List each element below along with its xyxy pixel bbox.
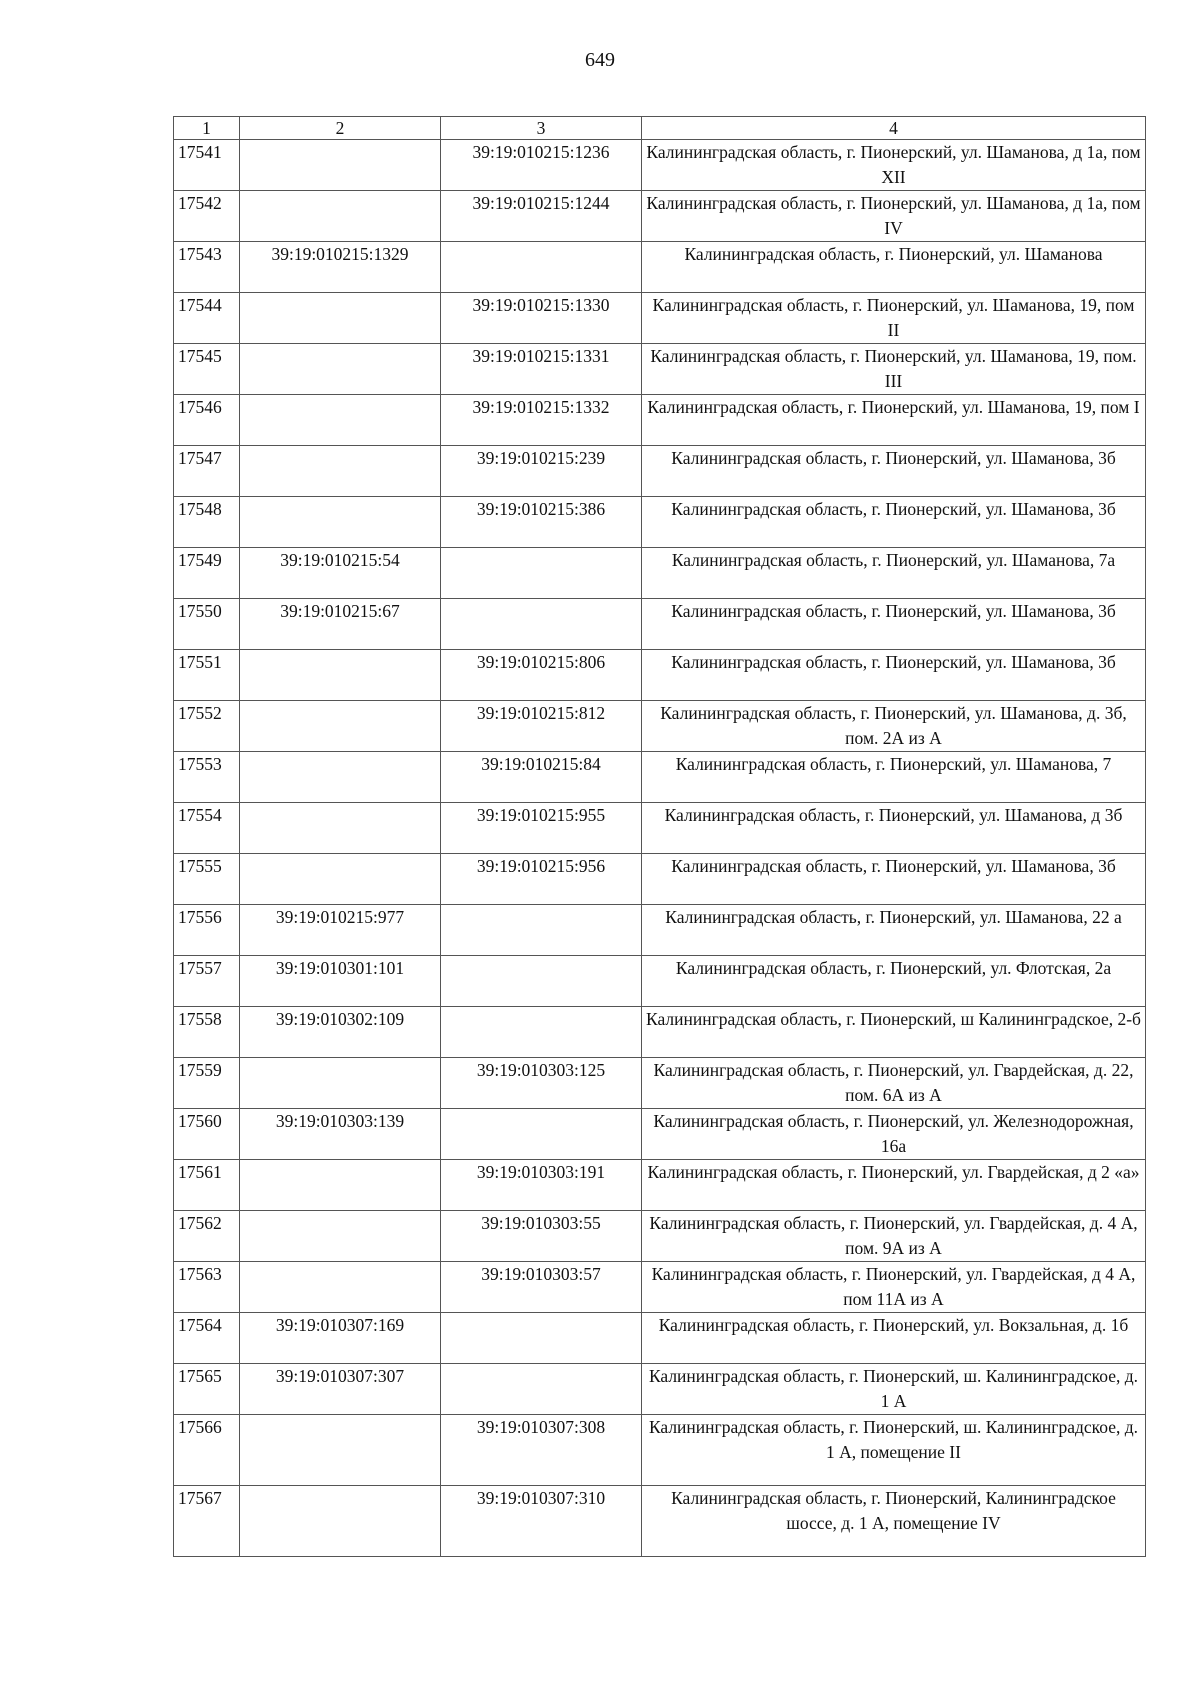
row-number-cell: 17567 <box>174 1486 240 1557</box>
row-number-cell: 17562 <box>174 1211 240 1262</box>
object-cadastral-number-cell <box>441 1313 642 1364</box>
row-number-cell: 17556 <box>174 905 240 956</box>
object-cadastral-number-cell: 39:19:010215:1330 <box>441 293 642 344</box>
cadastral-number-cell <box>240 191 441 242</box>
table-row <box>174 599 1146 650</box>
table-row <box>174 803 1146 854</box>
object-cadastral-number-cell: 39:19:010215:812 <box>441 701 642 752</box>
registry-table <box>173 116 1146 1557</box>
address-cell: Калининградская область, г. Пионерский, ул. Шаманова, 7 <box>642 752 1146 803</box>
row-number-cell: 17542 <box>174 191 240 242</box>
cadastral-number-cell <box>240 395 441 446</box>
object-cadastral-number-cell <box>441 1007 642 1058</box>
object-cadastral-number-cell: 39:19:010303:125 <box>441 1058 642 1109</box>
address-cell: Калининградская область, г. Пионерский, ул. Вокзальная, д. 1б <box>642 1313 1146 1364</box>
address-cell: Калининградская область, г. Пионерский, ул. Шаманова, 3б <box>642 497 1146 548</box>
table-row <box>174 1160 1146 1211</box>
object-cadastral-number-cell: 39:19:010215:1332 <box>441 395 642 446</box>
table-row <box>174 1058 1146 1109</box>
cadastral-number-cell <box>240 1211 441 1262</box>
object-cadastral-number-cell: 39:19:010215:806 <box>441 650 642 701</box>
cadastral-number-cell <box>240 1160 441 1211</box>
column-header-4: 4 <box>642 117 1146 140</box>
row-number-cell: 17565 <box>174 1364 240 1415</box>
cadastral-number-cell <box>240 854 441 905</box>
column-header-1: 1 <box>174 117 240 140</box>
address-cell: Калининградская область, г. Пионерский, ул. Шаманова, д. 3б, пом. 2А из А <box>642 701 1146 752</box>
table-body <box>174 140 1146 1557</box>
cadastral-number-cell: 39:19:010301:101 <box>240 956 441 1007</box>
address-cell: Калининградская область, г. Пионерский, ул. Гвардейская, д. 22, пом. 6А из А <box>642 1058 1146 1109</box>
table-row <box>174 701 1146 752</box>
row-number-cell: 17564 <box>174 1313 240 1364</box>
address-cell: Калининградская область, г. Пионерский, ул. Флотская, 2а <box>642 956 1146 1007</box>
object-cadastral-number-cell: 39:19:010215:1244 <box>441 191 642 242</box>
cadastral-number-cell <box>240 1262 441 1313</box>
table-row <box>174 242 1146 293</box>
object-cadastral-number-cell <box>441 905 642 956</box>
table-row <box>174 1313 1146 1364</box>
table-row <box>174 191 1146 242</box>
address-cell: Калининградская область, г. Пионерский, ул. Шаманова, д 3б <box>642 803 1146 854</box>
object-cadastral-number-cell: 39:19:010215:239 <box>441 446 642 497</box>
table-row <box>174 446 1146 497</box>
address-cell: Калининградская область, г. Пионерский, ш. Калининградское, д. 1 А, помещение II <box>642 1415 1146 1486</box>
table-row <box>174 752 1146 803</box>
table-row <box>174 854 1146 905</box>
address-cell: Калининградская область, г. Пионерский, ул. Шаманова, 3б <box>642 854 1146 905</box>
row-number-cell: 17566 <box>174 1415 240 1486</box>
table-row <box>174 344 1146 395</box>
column-header-3: 3 <box>441 117 642 140</box>
object-cadastral-number-cell: 39:19:010303:57 <box>441 1262 642 1313</box>
row-number-cell: 17552 <box>174 701 240 752</box>
object-cadastral-number-cell: 39:19:010307:310 <box>441 1486 642 1557</box>
row-number-cell: 17561 <box>174 1160 240 1211</box>
table-row <box>174 497 1146 548</box>
cadastral-number-cell: 39:19:010307:307 <box>240 1364 441 1415</box>
object-cadastral-number-cell <box>441 1364 642 1415</box>
cadastral-number-cell: 39:19:010215:1329 <box>240 242 441 293</box>
address-cell: Калининградская область, г. Пионерский, ул. Шаманова, 3б <box>642 446 1146 497</box>
row-number-cell: 17547 <box>174 446 240 497</box>
address-cell: Калининградская область, г. Пионерский, ул. Гвардейская, д 2 «а» <box>642 1160 1146 1211</box>
address-cell: Калининградская область, г. Пионерский, ул. Шаманова, 3б <box>642 599 1146 650</box>
object-cadastral-number-cell <box>441 599 642 650</box>
row-number-cell: 17559 <box>174 1058 240 1109</box>
object-cadastral-number-cell: 39:19:010215:956 <box>441 854 642 905</box>
table-row <box>174 1486 1146 1557</box>
table-row <box>174 650 1146 701</box>
cadastral-number-cell <box>240 1058 441 1109</box>
address-cell: Калининградская область, г. Пионерский, ул. Гвардейская, д. 4 А, пом. 9А из А <box>642 1211 1146 1262</box>
cadastral-number-cell <box>240 752 441 803</box>
address-cell: Калининградская область, г. Пионерский, ул. Шаманова, д 1а, пом XII <box>642 140 1146 191</box>
table-row <box>174 905 1146 956</box>
table-row <box>174 548 1146 599</box>
table-row <box>174 1415 1146 1486</box>
row-number-cell: 17554 <box>174 803 240 854</box>
row-number-cell: 17551 <box>174 650 240 701</box>
address-cell: Калининградская область, г. Пионерский, ш Калининградское, 2-б <box>642 1007 1146 1058</box>
row-number-cell: 17553 <box>174 752 240 803</box>
row-number-cell: 17557 <box>174 956 240 1007</box>
table-row <box>174 1007 1146 1058</box>
row-number-cell: 17544 <box>174 293 240 344</box>
cadastral-number-cell <box>240 446 441 497</box>
cadastral-number-cell <box>240 140 441 191</box>
table-row <box>174 293 1146 344</box>
object-cadastral-number-cell: 39:19:010215:955 <box>441 803 642 854</box>
row-number-cell: 17543 <box>174 242 240 293</box>
cadastral-number-cell: 39:19:010215:54 <box>240 548 441 599</box>
address-cell: Калининградская область, г. Пионерский, ул. Шаманова <box>642 242 1146 293</box>
table-row <box>174 956 1146 1007</box>
table-row <box>174 1262 1146 1313</box>
table-row <box>174 1109 1146 1160</box>
cadastral-number-cell <box>240 803 441 854</box>
row-number-cell: 17545 <box>174 344 240 395</box>
object-cadastral-number-cell <box>441 242 642 293</box>
address-cell: Калининградская область, г. Пионерский, ул. Шаманова, 7а <box>642 548 1146 599</box>
row-number-cell: 17555 <box>174 854 240 905</box>
address-cell: Калининградская область, г. Пионерский, ул. Шаманова, 19, пом II <box>642 293 1146 344</box>
address-cell: Калининградская область, г. Пионерский, Калининградское шоссе, д. 1 А, помещение IV <box>642 1486 1146 1557</box>
address-cell: Калининградская область, г. Пионерский, ш. Калининградское, д. 1 А <box>642 1364 1146 1415</box>
row-number-cell: 17541 <box>174 140 240 191</box>
row-number-cell: 17548 <box>174 497 240 548</box>
cadastral-number-cell: 39:19:010215:977 <box>240 905 441 956</box>
object-cadastral-number-cell <box>441 1109 642 1160</box>
address-cell: Калининградская область, г. Пионерский, ул. Шаманова, д 1а, пом IV <box>642 191 1146 242</box>
address-cell: Калининградская область, г. Пионерский, ул. Шаманова, 22 а <box>642 905 1146 956</box>
row-number-cell: 17560 <box>174 1109 240 1160</box>
cadastral-number-cell: 39:19:010303:139 <box>240 1109 441 1160</box>
page-number: 649 <box>585 49 615 71</box>
table-row <box>174 140 1146 191</box>
cadastral-number-cell: 39:19:010307:169 <box>240 1313 441 1364</box>
column-header-2: 2 <box>240 117 441 140</box>
cadastral-number-cell: 39:19:010302:109 <box>240 1007 441 1058</box>
cadastral-number-cell <box>240 1486 441 1557</box>
address-cell: Калининградская область, г. Пионерский, ул. Шаманова, 19, пом. III <box>642 344 1146 395</box>
address-cell: Калининградская область, г. Пионерский, ул. Шаманова, 3б <box>642 650 1146 701</box>
row-number-cell: 17558 <box>174 1007 240 1058</box>
row-number-cell: 17550 <box>174 599 240 650</box>
object-cadastral-number-cell: 39:19:010215:1236 <box>441 140 642 191</box>
address-cell: Калининградская область, г. Пионерский, ул. Железнодорожная, 16а <box>642 1109 1146 1160</box>
cadastral-number-cell <box>240 1415 441 1486</box>
object-cadastral-number-cell: 39:19:010307:308 <box>441 1415 642 1486</box>
cadastral-number-cell <box>240 344 441 395</box>
cadastral-number-cell <box>240 650 441 701</box>
object-cadastral-number-cell <box>441 548 642 599</box>
object-cadastral-number-cell: 39:19:010303:55 <box>441 1211 642 1262</box>
cadastral-number-cell: 39:19:010215:67 <box>240 599 441 650</box>
table-header <box>174 117 1146 140</box>
cadastral-number-cell <box>240 293 441 344</box>
object-cadastral-number-cell: 39:19:010215:1331 <box>441 344 642 395</box>
object-cadastral-number-cell: 39:19:010215:386 <box>441 497 642 548</box>
header-row <box>174 117 1146 140</box>
table-row <box>174 1364 1146 1415</box>
table-row <box>174 1211 1146 1262</box>
table-row <box>174 395 1146 446</box>
row-number-cell: 17563 <box>174 1262 240 1313</box>
address-cell: Калининградская область, г. Пионерский, ул. Гвардейская, д 4 А, пом 11А из А <box>642 1262 1146 1313</box>
row-number-cell: 17549 <box>174 548 240 599</box>
cadastral-number-cell <box>240 497 441 548</box>
row-number-cell: 17546 <box>174 395 240 446</box>
object-cadastral-number-cell <box>441 956 642 1007</box>
object-cadastral-number-cell: 39:19:010215:84 <box>441 752 642 803</box>
cadastral-number-cell <box>240 701 441 752</box>
object-cadastral-number-cell: 39:19:010303:191 <box>441 1160 642 1211</box>
address-cell: Калининградская область, г. Пионерский, ул. Шаманова, 19, пом I <box>642 395 1146 446</box>
